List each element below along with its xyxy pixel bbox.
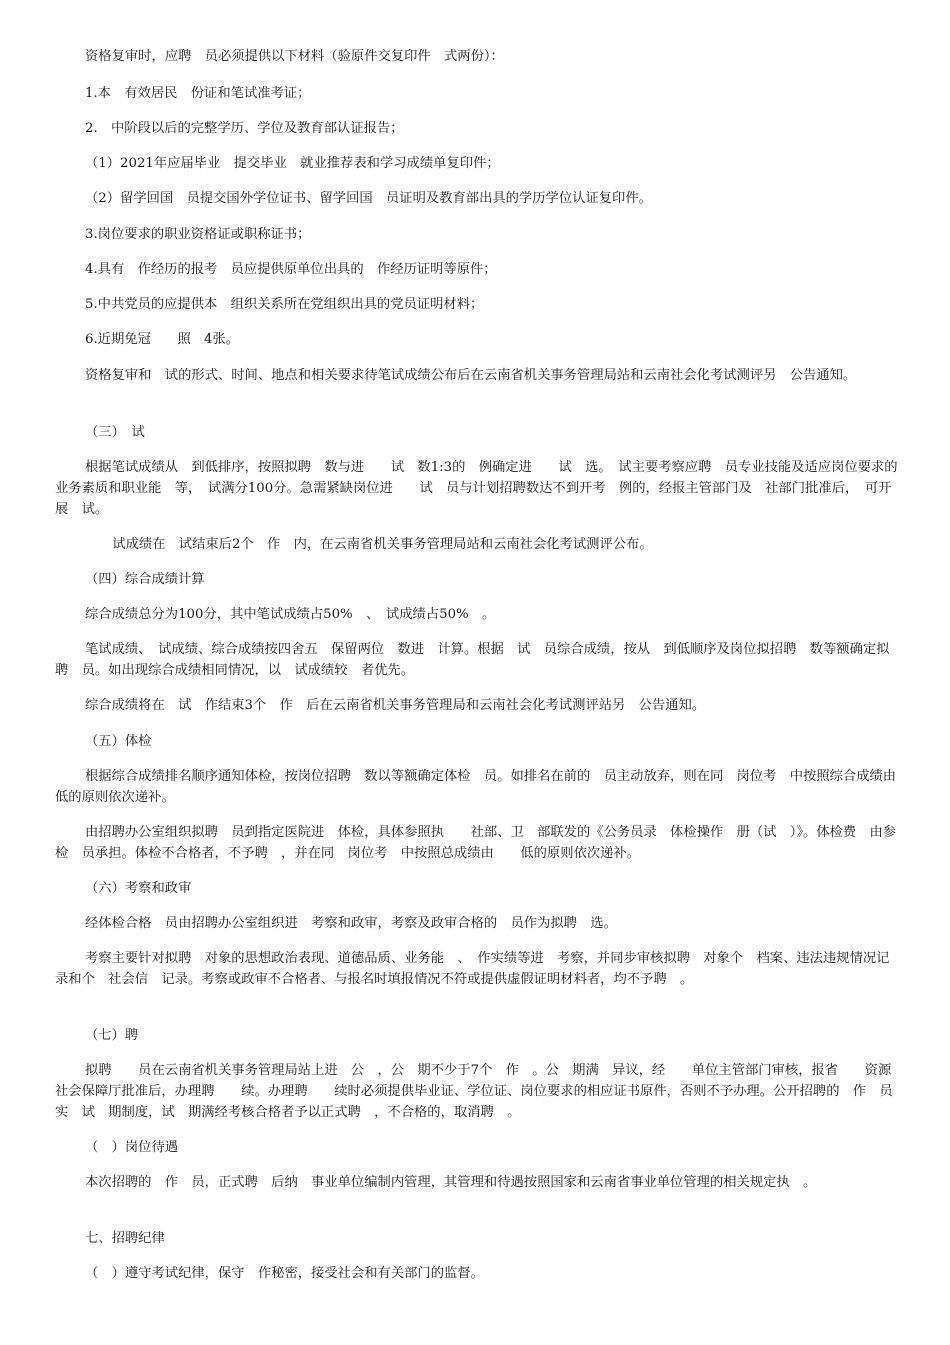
section-heading: （ ）岗位待遇	[85, 1140, 179, 1155]
paragraph: 资格复审时，应聘 员必须提供以下材料（验原件交复印件 式两份）：	[85, 49, 504, 64]
section-heading: （七）聘	[85, 1028, 139, 1043]
paragraph: 本次招聘的 作 员，正式聘 后纳 事业单位编制内管理，其管理和待遇按照国家和云南省事业单位管理的相关规定执 。	[85, 1175, 817, 1190]
paragraph: 由招聘办公室组织拟聘 员到指定医院进 体检，具体参照执 社部、卫 部联发的《公务员录 体检操作 册（试 ）》。体检费 由参检 员承担。体检不合格者，不予聘 ，并在同 岗位考 中按照总成绩由 低的原则依次递补。	[55, 825, 897, 861]
paragraph: 3.岗位要求的职业资格证或职称证书；	[85, 227, 311, 242]
paragraph: 笔试成绩、 试成绩、综合成绩按四舍五 保留两位 数进 计算。根据 试 员综合成绩，按从 到低顺序及岗位拟招聘 数等额确定拟聘 员。如出现综合成绩相同情况，以 试成绩较 者优先。	[55, 642, 890, 678]
paragraph: 1.本 有效居民 份证和笔试准考证；	[85, 86, 311, 101]
paragraph: 拟聘 员在云南省机关事务管理局站上进 公 ，公 期不少于7个 作 。公 期满 异议，经 单位主管部门审核，报省 资源社会保障厅批准后，办理聘 续。办理聘 续时必须提供毕业证、学位证、岗位要求的相应证书原件，否则不予办理。公开招聘的 作 员实 试 期制度，试 期满经考核合格者予以正式聘 ，不合格的，取消聘 。	[55, 1063, 893, 1120]
paragraph: 5.中共党员的应提供本 组织关系所在党组织出具的党员证明材料；	[85, 297, 484, 312]
paragraph: 经体检合格 员由招聘办公室组织进 考察和政审，考察及政审合格的 员作为拟聘 选。	[85, 916, 617, 931]
paragraph: （1）2021年应届毕业 提交毕业 就业推荐表和学习成绩单复印件；	[85, 156, 500, 171]
paragraph: （ ）遵守考试纪律，保守 作秘密，接受社会和有关部门的监督。	[85, 1266, 484, 1281]
section-heading: （四）综合成绩计算	[85, 572, 205, 587]
section-heading: （六）考察和政审	[85, 881, 192, 896]
paragraph: 2. 中阶段以后的完整学历、学位及教育部认证报告；	[85, 121, 404, 136]
section-heading: 七、招聘纪律	[85, 1231, 165, 1246]
paragraph: 综合成绩总分为100分，其中笔试成绩占50% 、 试成绩占50% 。	[85, 607, 496, 622]
paragraph: 资格复审和 试的形式、时间、地点和相关要求待笔试成绩公布后在云南省机关事务管理局站和云南社会化考试测评另 公告通知。	[85, 368, 857, 383]
paragraph: 考察主要针对拟聘 对象的思想政治表现、道德品质、业务能 、 作实绩等进 考察，并同步审核拟聘 对象个 档案、违法违规情况记录和个 社会信 记录。考察或政审不合格者、与报名时填报情况不符或提供虚假证明材料者，均不予聘 。	[55, 951, 890, 987]
paragraph: （2）留学回国 员提交国外学位证书、留学回国 员证明及教育部出具的学历学位认证复印件。	[85, 191, 652, 206]
paragraph: 6.近期免冠 照 4张。	[85, 332, 240, 347]
paragraph: 综合成绩将在 试 作结束3个 作 后在云南省机关事务管理局和云南社会化考试测评站另 公告通知。	[85, 698, 706, 713]
paragraph: 根据综合成绩排名顺序通知体检，按岗位招聘 数以等额确定体检 员。如排名在前的 员主动放弃，则在同 岗位考 中按照综合成绩由 低的原则依次递补。	[55, 769, 923, 805]
paragraph: 根据笔试成绩从 到低排序，按照拟聘 数与进 试 数1:3的 例确定进 试 选。 试主要考察应聘 员专业技能及适应岗位要求的业务素质和职业能 等， 试满分100分。急需紧缺岗位进 试 员与计划招聘数达不到开考 例的，经报主管部门及 社部门批准后， 可开展 试。	[55, 460, 898, 517]
section-heading: （三） 试	[85, 425, 145, 440]
paragraph: 4.具有 作经历的报考 员应提供原单位出具的 作经历证明等原件；	[85, 262, 497, 277]
section-heading: （五）体检	[85, 734, 152, 749]
paragraph: 试成绩在 试结束后2个 作 内，在云南省机关事务管理局站和云南社会化考试测评公布。	[99, 537, 653, 552]
